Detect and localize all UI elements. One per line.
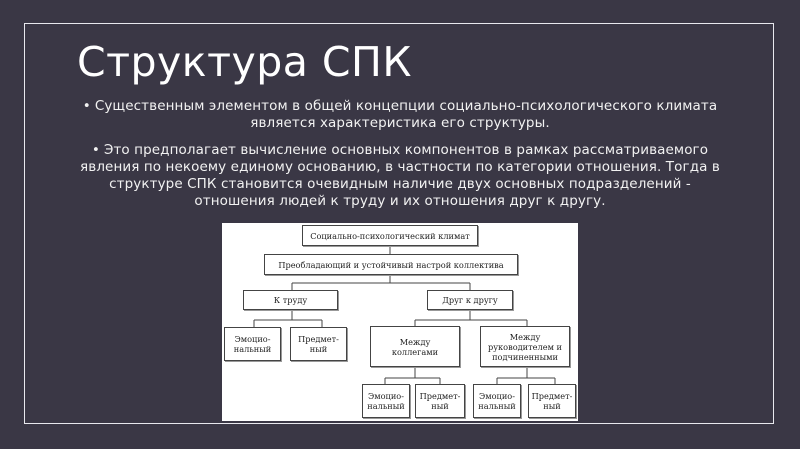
node-colleagues-emotional: Эмоцио-нальный: [362, 384, 410, 418]
node-between-managers: Между руководителем и подчиненными: [480, 326, 570, 367]
node-mood: Преобладающий и устойчивый настрой коллектива: [264, 254, 518, 275]
bullet-item: [76, 142, 724, 210]
node-work-emotional: Эмоцио-нальный: [224, 327, 281, 361]
node-between-colleagues: Между коллегами: [370, 326, 460, 367]
node-root: Социально-психологический климат: [302, 225, 478, 246]
structure-diagram: [222, 223, 578, 421]
slide-title: Структура СПК: [77, 38, 412, 86]
node-to-each-other: Друг к другу: [427, 290, 513, 310]
bullet-item: [76, 98, 724, 132]
bullet-marker: •: [82, 98, 91, 114]
node-colleagues-subject: Предмет-ный: [415, 384, 465, 418]
bullet-text: Это предполагает вычисление основных компонентов в рамках рассматриваемого явления по некоему единому основанию, в частности по категории отношения. Тогда в структуре СПК становится очевидным наличие двух основных подразделений - отношения людей к труду и их отношения друг к другу.: [80, 142, 720, 209]
node-managers-subject: Предмет-ный: [528, 384, 576, 418]
node-to-work: К труду: [243, 290, 338, 310]
bullet-list: [76, 98, 724, 220]
node-managers-emotional: Эмоцио-нальный: [473, 384, 521, 418]
bullet-marker: •: [91, 142, 100, 158]
node-work-subject: Предмет-ный: [290, 327, 347, 361]
bullet-text: Существенным элементом в общей концепции социально-психологического климата является характеристика его структуры.: [94, 98, 718, 131]
